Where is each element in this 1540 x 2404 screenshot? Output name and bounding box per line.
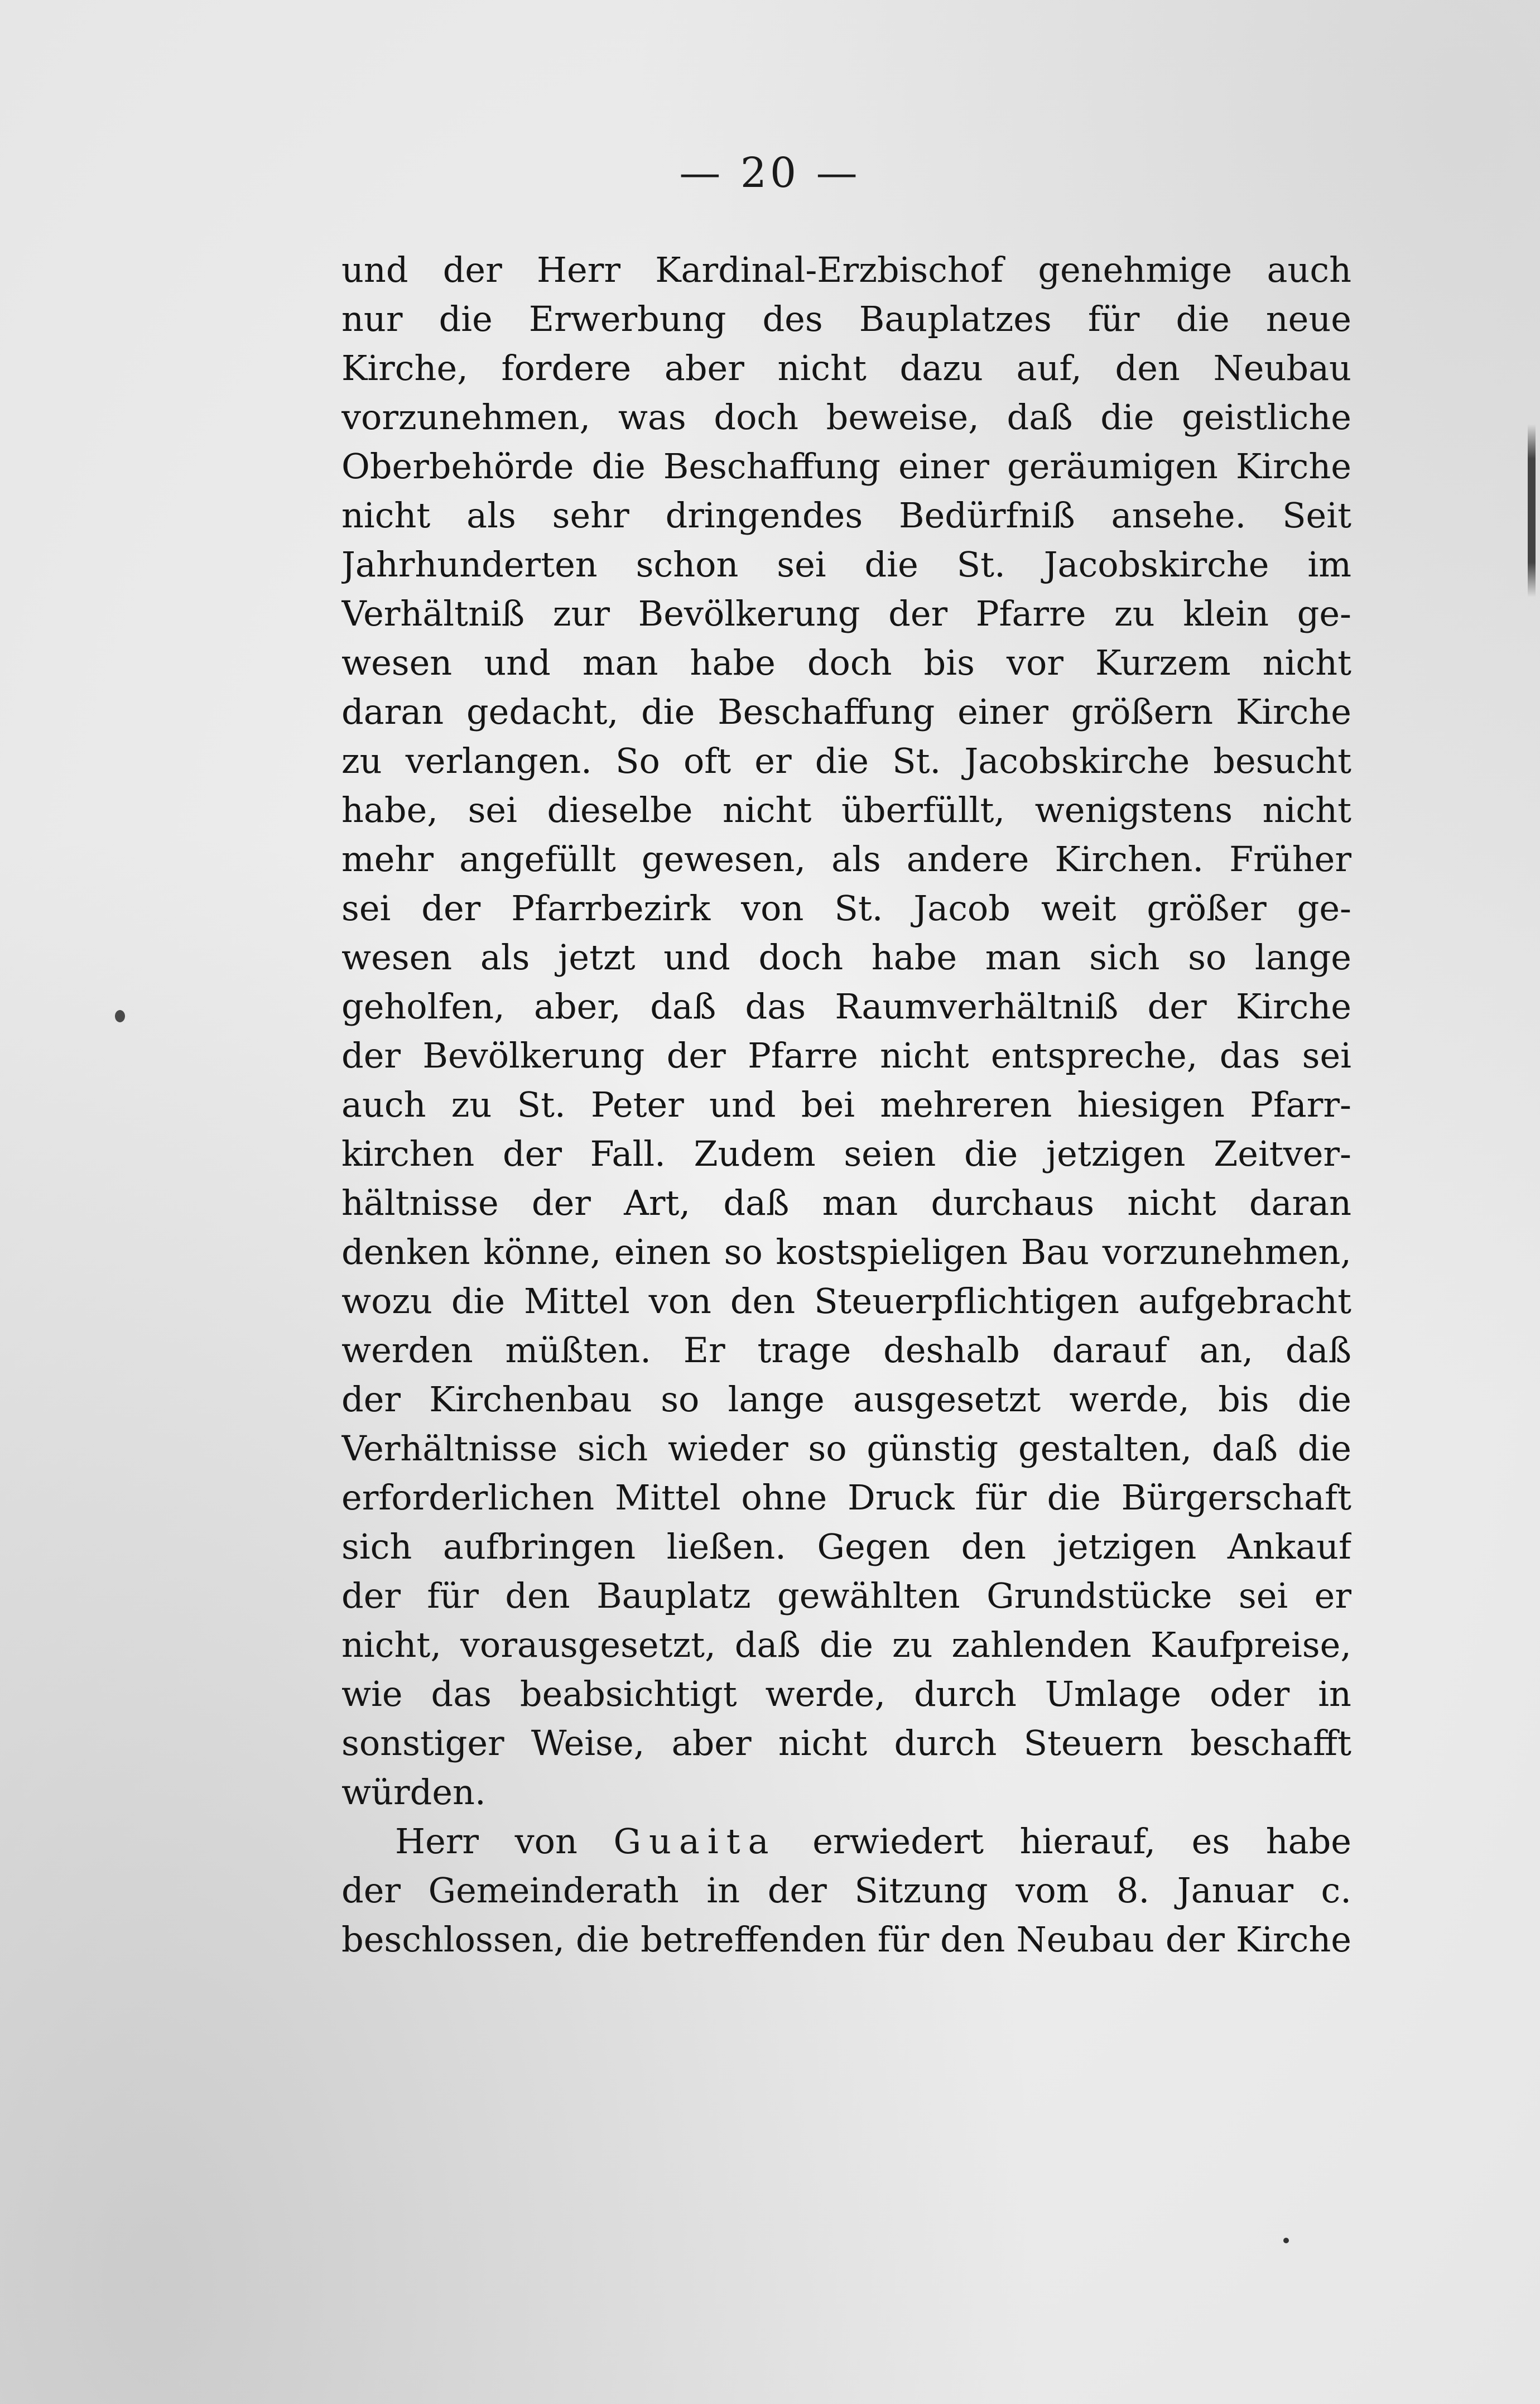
text-line: nicht, vorausgesetzt, daß die zu zahlenden Kaufpreise, — [341, 1624, 1351, 1665]
text-line: werden müßten. Er trage deshalb darauf an, daß — [341, 1330, 1351, 1371]
text-line: Oberbehörde die Beschaffung einer geräumigen Kirche — [341, 446, 1351, 487]
ink-speck — [115, 1010, 125, 1022]
text-line: sei der Pfarrbezirk von St. Jacob weit größer ge- — [341, 888, 1351, 929]
text-line: erforderlichen Mittel ohne Druck für die Bürgerschaft — [341, 1477, 1351, 1518]
text-line: der Bevölkerung der Pfarre nicht entspreche, das sei — [341, 1035, 1351, 1076]
text-line: geholfen, aber, daß das Raumverhältniß der Kirche — [341, 986, 1351, 1027]
text-line: mehr angefüllt gewesen, als andere Kirchen. Früher — [341, 839, 1351, 879]
text-line: auch zu St. Peter und bei mehreren hiesigen Pfarr- — [341, 1084, 1351, 1125]
paragraph-start-line — [341, 1817, 1351, 1866]
text-line: habe, sei dieselbe nicht überfüllt, wenigstens nicht — [341, 790, 1351, 830]
text-line: wesen als jetzt und doch habe man sich so lange — [341, 937, 1351, 978]
text-line: der für den Bauplatz gewählten Grundstücke sei er — [341, 1575, 1351, 1616]
text-line: Jahrhunderten schon sei die St. Jacobskirche im — [341, 544, 1351, 585]
text-line: sonstiger Weise, aber nicht durch Steuern beschafft — [341, 1723, 1351, 1763]
paragraph-suffix: erwiedert hierauf, es habe — [776, 1821, 1351, 1862]
text-line: denken könne, einen so kostspieligen Bau vorzunehmen, — [341, 1232, 1351, 1272]
text-line: wozu die Mittel von den Steuerpflichtigen aufgebracht — [341, 1281, 1351, 1321]
text-line: der Kirchenbau so lange ausgesetzt werde, bis die — [341, 1379, 1351, 1420]
page-number: — 20 — — [679, 149, 861, 197]
text-line: beschlossen, die betreffenden für den Neubau der Kirche — [341, 1919, 1351, 1960]
ink-speck — [1283, 2238, 1289, 2243]
text-line: nicht als sehr dringendes Bedürfniß ansehe. Seit — [341, 495, 1351, 536]
text-line: hältnisse der Art, daß man durchaus nicht daran — [341, 1182, 1351, 1223]
text-line: sich aufbringen ließen. Gegen den jetzigen Ankauf — [341, 1526, 1351, 1567]
speaker-name: Guaita — [613, 1821, 777, 1862]
text-line: der Gemeinderath in der Sitzung vom 8. Januar c. — [341, 1870, 1351, 1911]
text-line: Verhältniß zur Bevölkerung der Pfarre zu klein ge- — [341, 593, 1351, 634]
text-line: daran gedacht, die Beschaffung einer größern Kirche — [341, 691, 1351, 732]
paragraph-prefix: Herr von — [395, 1821, 614, 1862]
text-line: wesen und man habe doch bis vor Kurzem nicht — [341, 642, 1351, 683]
text-line: würden. — [341, 1772, 486, 1812]
text-line: Verhältnisse sich wieder so günstig gestalten, daß die — [341, 1428, 1351, 1469]
text-line: vorzunehmen, was doch beweise, daß die geistliche — [341, 397, 1351, 437]
text-line: wie das beabsichtigt werde, durch Umlage oder in — [341, 1674, 1351, 1714]
body-text — [341, 246, 1351, 1964]
text-line: kirchen der Fall. Zudem seien die jetzigen Zeitver- — [341, 1133, 1351, 1174]
text-line: nur die Erwerbung des Bauplatzes für die neue — [341, 299, 1351, 339]
text-line: und der Herr Kardinal-Erzbischof genehmige auch — [341, 249, 1351, 290]
text-line: Kirche, fordere aber nicht dazu auf, den Neubau — [341, 348, 1351, 388]
scan-edge-shadow — [1528, 424, 1536, 597]
text-line: zu verlangen. So oft er die St. Jacobskirche besucht — [341, 741, 1351, 781]
